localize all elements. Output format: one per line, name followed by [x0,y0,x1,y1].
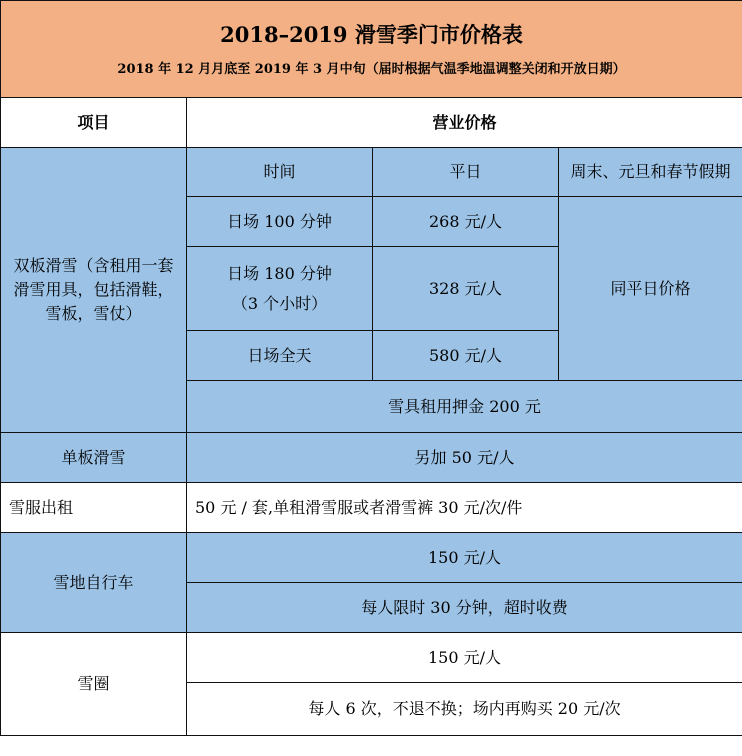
suit-rental-price: 50 元 / 套,单租滑雪服或者滑雪裤 30 元/次/件 [187,483,742,533]
table-header [1,1,742,98]
column-header-price: 营业价格 [187,98,742,148]
deposit-cell: 雪具租用押金 200 元 [187,381,742,433]
price-cell: 580 元/人 [373,331,559,381]
snow-bike-note: 每人限时 30 分钟，超时收费 [187,583,742,633]
column-header-item: 项目 [1,98,187,148]
suit-rental-label: 雪服出租 [1,483,187,533]
sub-header-holiday: 周末、元旦和春节假期 [559,148,742,197]
price-cell: 268 元/人 [373,197,559,247]
time-cell-180 [187,247,373,331]
snow-tube-price: 150 元/人 [187,633,742,683]
time-cell: 日场全天 [187,331,373,381]
snow-tube-note: 每人 6 次，不退不换；场内再购买 20 元/次 [187,683,742,736]
snowboard-price: 另加 50 元/人 [187,433,742,483]
snow-bike-label: 雪地自行车 [1,533,187,633]
double-board-label: 双板滑雪（含租用一套滑雪用具，包括滑鞋，雪板，雪仗） [1,148,187,433]
page-subtitle: 2018 年 12 月月底至 2019 年 3 月中旬（届时根据气温季地温调整关闭和开放日期） [117,62,626,77]
sub-header-weekday: 平日 [373,148,559,197]
sub-header-time: 时间 [187,148,373,197]
holiday-price-cell: 同平日价格 [559,197,742,381]
snow-bike-price: 150 元/人 [187,533,742,583]
snowboard-label: 单板滑雪 [1,433,187,483]
time-cell-line1: 日场 180 分钟 [227,263,332,283]
time-cell: 日场 100 分钟 [187,197,373,247]
page-title: 2018–2019 滑雪季门市价格表 [220,21,523,47]
time-cell-line2: （3 个小时） [231,293,328,313]
price-cell: 328 元/人 [373,247,559,331]
snow-tube-label: 雪圈 [1,633,187,736]
